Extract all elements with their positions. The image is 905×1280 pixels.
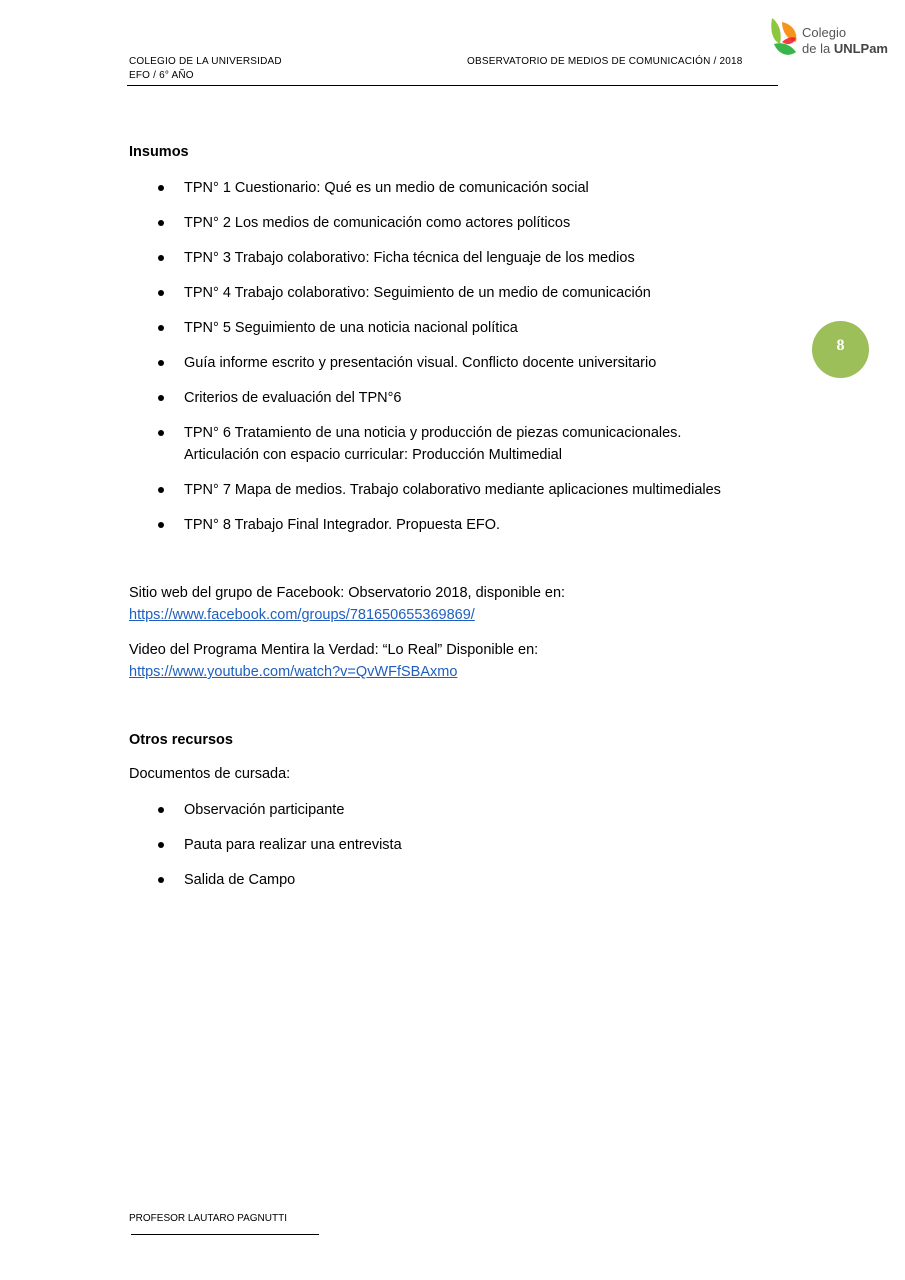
video-link[interactable]: https://www.youtube.com/watch?v=QvWFfSBAxmo <box>129 664 458 680</box>
bullet-icon <box>158 325 164 331</box>
bullet-icon <box>158 430 164 436</box>
insumos-item: TPN° 1 Cuestionario: Qué es un medio de comunicación social <box>184 180 589 196</box>
insumos-item: TPN° 6 Tratamiento de una noticia y producción de piezas comunicacionales. <box>184 425 682 441</box>
bullet-icon <box>158 255 164 261</box>
bullet-icon <box>158 395 164 401</box>
insumos-item: TPN° 2 Los medios de comunicación como actores políticos <box>184 215 571 231</box>
school-logo <box>768 14 893 64</box>
insumos-item: Criterios de evaluación del TPN°6 <box>184 390 402 406</box>
bullet-icon <box>158 807 164 813</box>
bullet-icon <box>158 360 164 366</box>
insumos-item: TPN° 5 Seguimiento de una noticia nacional política <box>184 320 518 336</box>
video-description: Video del Programa Mentira la Verdad: “Lo Real” Disponible en: <box>129 642 539 658</box>
bullet-icon <box>158 487 164 493</box>
facebook-paragraph <box>129 582 565 626</box>
bullet-icon <box>158 842 164 848</box>
insumos-item: TPN° 8 Trabajo Final Integrador. Propuesta EFO. <box>184 517 501 533</box>
page-number-badge: 8 <box>812 321 869 378</box>
bullet-icon <box>158 877 164 883</box>
leaf-icon <box>768 14 800 62</box>
insumos-item: TPN° 7 Mapa de medios. Trabajo colaborativo mediante aplicaciones multimediales <box>184 482 721 498</box>
footer-author: PROFESOR LAUTARO PAGNUTTI <box>129 1213 287 1224</box>
insumos-item: TPN° 3 Trabajo colaborativo: Ficha técnica del lenguaje de los medios <box>184 250 635 266</box>
footer-divider <box>131 1234 319 1235</box>
bullet-icon <box>158 185 164 191</box>
header-title: OBSERVATORIO DE MEDIOS DE COMUNICACIÓN / 2018 <box>467 56 743 67</box>
bullet-icon <box>158 522 164 528</box>
otros-heading: Otros recursos <box>129 732 233 748</box>
logo-line2 <box>802 41 888 57</box>
logo-line2-bold: UNLPam <box>833 41 888 56</box>
otros-item: Observación participante <box>184 802 345 818</box>
insumos-item: Guía informe escrito y presentación visual. Conflicto docente universitario <box>184 355 657 371</box>
logo-line1: Colegio <box>802 25 847 40</box>
insumos-item: TPN° 4 Trabajo colaborativo: Seguimiento de un medio de comunicación <box>184 285 651 301</box>
header-institution-line2: EFO / 6° AÑO <box>129 70 194 81</box>
insumos-item-continuation: Articulación con espacio curricular: Producción Multimedial <box>184 447 562 463</box>
insumos-heading: Insumos <box>129 144 189 160</box>
facebook-description: Sitio web del grupo de Facebook: Observatorio 2018, disponible en: <box>129 585 566 601</box>
header-divider <box>127 85 778 86</box>
otros-intro: Documentos de cursada: <box>129 766 291 782</box>
header-institution-line1: COLEGIO DE LA UNIVERSIDAD <box>129 56 282 67</box>
otros-item: Pauta para realizar una entrevista <box>184 837 402 853</box>
logo-line2-prefix: de la <box>802 41 834 56</box>
otros-item: Salida de Campo <box>184 872 296 888</box>
header-institution <box>129 55 282 83</box>
logo-text <box>802 25 888 57</box>
facebook-link[interactable]: https://www.facebook.com/groups/781650655369869/ <box>129 607 475 623</box>
bullet-icon <box>158 290 164 296</box>
bullet-icon <box>158 220 164 226</box>
video-paragraph <box>129 639 538 683</box>
